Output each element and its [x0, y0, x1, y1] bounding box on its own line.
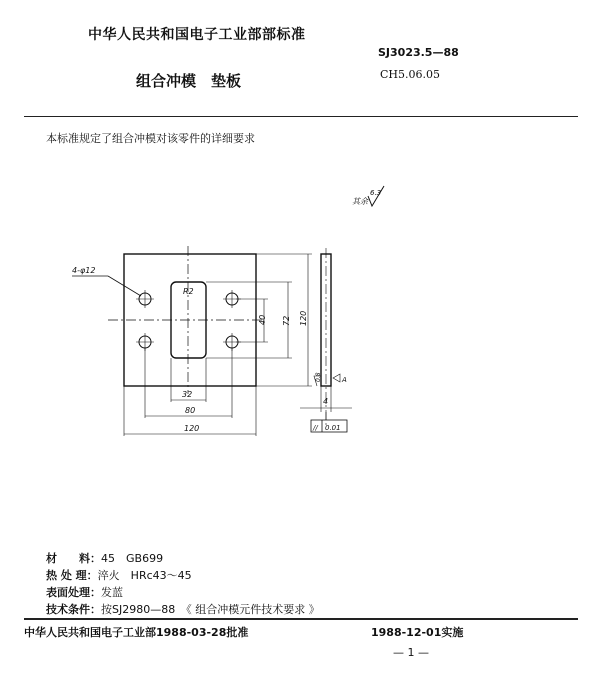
dim-72-label: 72	[282, 315, 291, 326]
spec-material-label: 材 料：	[46, 552, 101, 565]
part-code: CH5.06.05	[380, 68, 440, 81]
parallel-tolerance: 0.01	[325, 424, 341, 432]
surface-roughness-value: 6.3	[370, 189, 382, 197]
spec-surface-treatment-label: 表面处理：	[46, 586, 101, 599]
approval-note: 中华人民共和国电子工业部1988-03-28批准	[24, 626, 249, 639]
spec-material	[46, 550, 163, 566]
spec-technical-conditions-value: 按SJ2980—88 《 组合冲模元件技术要求 》	[101, 603, 320, 616]
spec-surface-treatment	[46, 584, 123, 600]
dim-120-right-label: 120	[299, 310, 308, 326]
datum-letter: A	[342, 376, 347, 384]
surface-roughness-note: 其余	[352, 197, 368, 206]
effective-date: 1988-12-01实施	[371, 626, 464, 639]
intro-text: 本标准规定了组合冲模对该零件的详细要求	[46, 132, 255, 145]
dim-40-label: 40	[258, 314, 267, 325]
radius-label: R2	[183, 287, 194, 296]
side-roughness-value: 0.8	[315, 372, 322, 382]
standard-number: SJ3023.5—88	[378, 46, 459, 59]
org-title: 中华人民共和国电子工业部部标准	[88, 27, 306, 43]
dim-80-label: 80	[185, 406, 196, 415]
parallel-symbol: //	[313, 424, 318, 432]
spec-surface-treatment-value: 发蓝	[101, 586, 123, 599]
dim-thickness-label: 4	[323, 397, 329, 406]
header-divider	[24, 116, 578, 117]
document-title: 组合冲模 垫板	[136, 72, 242, 90]
footer-divider	[24, 618, 578, 620]
spec-heat-treatment-label: 热 处 理：	[46, 569, 98, 582]
spec-heat-treatment-value: 淬火 HRc43～45	[97, 569, 192, 582]
page-number: — 1 —	[393, 646, 429, 659]
spec-heat-treatment	[46, 567, 192, 583]
dim-120-bottom-label: 120	[184, 424, 200, 433]
spec-material-value: 45 GB699	[101, 552, 164, 565]
technical-drawing	[0, 150, 600, 570]
dim-32-label: 32	[182, 390, 193, 399]
spec-technical-conditions-label: 技术条件：	[46, 603, 101, 616]
datum-triangle-icon	[333, 374, 340, 382]
hole-callout: 4-φ12	[72, 266, 96, 275]
spec-technical-conditions	[46, 601, 320, 617]
